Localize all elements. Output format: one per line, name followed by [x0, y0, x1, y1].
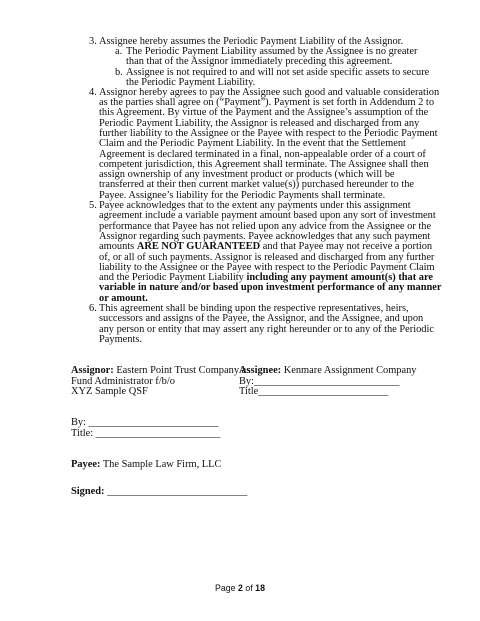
assignee-by-line[interactable]: By:____________________________ [239, 376, 400, 387]
item-5-bold-line: variable in nature and/or based upon investment performance of any manner [99, 282, 442, 293]
page-number: 2 [238, 583, 243, 593]
item-4-line: Agreement is declared terminated in a final, non-appealable order of a court of [99, 149, 426, 160]
item-5-line: of, or all of such payments. Assignor is released and discharged from any further [99, 252, 435, 263]
payee-line [71, 459, 221, 471]
assignee-label: Assignee: [239, 365, 282, 376]
item-5-text: and the Periodic Payment Liability [99, 272, 247, 283]
item-4-line: competent jurisdiction, this Agreement shall terminate. The Assignee shall then [99, 159, 429, 170]
item-3a-line: than that of the Assignor immediately preceding this agreement. [126, 56, 393, 67]
page-footer [0, 583, 480, 593]
item-6-line: Payments. [99, 334, 143, 345]
page-word: Page [215, 583, 239, 593]
assignee-name: Kenmare Assignment Company [281, 365, 417, 376]
payee-name: The Sample Law Firm, LLC [100, 459, 222, 470]
signed-blank[interactable]: ___________________________ [104, 486, 248, 497]
assignor-line-2: Fund Administrator f/b/o [71, 376, 175, 387]
item-4-line: this Agreement. By virtue of the Payment and the Assignee’s assumption of the [99, 107, 429, 118]
item-4-number: 4. [89, 87, 97, 98]
of-word: of [242, 583, 256, 593]
item-5-line: agreement include a variable payment amount based upon any sort of investment [99, 210, 436, 221]
assignor-by-line[interactable]: By: _________________________ [71, 417, 219, 428]
item-5-line: Payee acknowledges that to the extent any payments under this assignment [99, 200, 411, 211]
signed-line[interactable] [71, 486, 247, 498]
signed-label: Signed: [71, 486, 105, 497]
assignor-line-3: XYZ Sample QSF [71, 386, 148, 397]
item-4-line: assign ownership of any investment product or products (which will be [99, 169, 395, 180]
item-4-line: Assignor hereby agrees to pay the Assignee such good and valuable consideration [99, 87, 440, 98]
item-6-line: successors and assigns of the Payee, the Assignor, and the Assignee, and upon [99, 313, 424, 324]
item-4-line: as the parties shall agree on (“Payment”). Payment is set forth in Addendum 2 to [99, 97, 435, 108]
item-4-line: Payee. Assignee’s liability for the Periodic Payments shall terminate. [99, 190, 386, 201]
item-3-number: 3. [89, 36, 97, 47]
not-guaranteed-emphasis: ARE NOT GUARANTEED [136, 241, 261, 252]
item-5-number: 5. [89, 200, 97, 211]
payee-label: Payee: [71, 459, 101, 470]
assignee-title-line[interactable]: Title_________________________ [239, 386, 389, 397]
item-3b-label: b. [115, 67, 123, 78]
page-total: 18 [255, 583, 265, 593]
item-5-line: performance that Payee has not relied upon any advice from the Assignee or the [99, 221, 432, 232]
item-4-line: Claim and the Periodic Payment Liability. In the event that the Settlement [99, 138, 406, 149]
assignor-name: Eastern Point Trust Company as [113, 365, 251, 376]
item-3a-label: a. [115, 46, 123, 57]
item-4-line: transferred at their then current market value(s)) purchased hereunder to the [99, 179, 415, 190]
assignor-label: Assignor: [71, 365, 114, 376]
item-5-bold-line: or amount. [99, 293, 148, 304]
item-5-text: and that Payee may not receive a portion [260, 241, 433, 252]
variable-amount-emphasis: including any payment amount(s) that are [246, 272, 434, 283]
item-5-line: Assignor regarding such payments. Payee acknowledges that any such payment [99, 231, 431, 242]
item-3b-line: the Periodic Payment Liability. [126, 77, 256, 88]
item-5-text: amounts [99, 241, 137, 252]
item-6-line: any person or entity that may assert any right hereunder or to any of the Periodic [99, 324, 434, 335]
assignor-title-line[interactable]: Title: ________________________ [71, 428, 221, 439]
item-3a-line: The Periodic Payment Liability assumed by the Assignee is no greater [126, 46, 418, 57]
item-3-text: Assignee hereby assumes the Periodic Payment Liability of the Assignor. [99, 36, 404, 47]
item-6-line: This agreement shall be binding upon the respective representatives, heirs, [99, 303, 409, 314]
item-3b-line: Assignee is not required to and will not set aside specific assets to secure [126, 67, 430, 78]
item-4-line: further liability to the Assignee or the Payee with respect to the Periodic Payment [99, 128, 438, 139]
item-6-number: 6. [89, 303, 97, 314]
item-4-line: Periodic Payment Liability, the Assignor is released and discharged from any [99, 118, 420, 129]
item-5-line: liability to the Assignee or the Payee with respect to the Periodic Payment Claim [99, 262, 435, 273]
